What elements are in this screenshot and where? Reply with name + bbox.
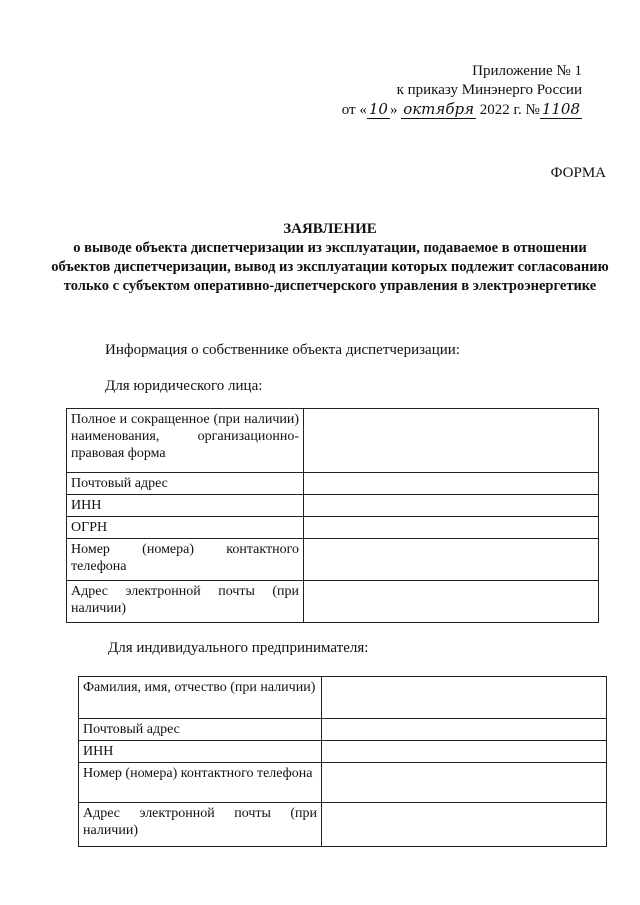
document-title	[50, 220, 610, 296]
table-row	[67, 473, 599, 495]
row-value-field[interactable]	[304, 517, 599, 539]
table-row	[79, 803, 607, 847]
appendix-number: Приложение № 1	[472, 63, 582, 79]
legal-entity-table	[66, 408, 599, 623]
order-reference: к приказу Минэнерго России	[396, 82, 582, 98]
individual-entrepreneur-table	[78, 676, 607, 847]
row-value-field[interactable]	[304, 473, 599, 495]
row-value-field[interactable]	[304, 581, 599, 623]
row-label: Номер (номера) контактного телефона	[79, 763, 322, 803]
table-row	[67, 495, 599, 517]
row-label: Почтовый адрес	[79, 719, 322, 741]
table-row	[79, 677, 607, 719]
row-value-field[interactable]	[304, 409, 599, 473]
row-label: Адрес электронной почты (при наличии)	[79, 803, 322, 847]
row-value-field[interactable]	[322, 763, 607, 803]
date-suffix: г. №	[513, 102, 540, 118]
date-mid: »	[389, 102, 398, 118]
row-value-field[interactable]	[322, 719, 607, 741]
row-value-field[interactable]	[304, 539, 599, 581]
order-date-line	[342, 100, 582, 120]
row-value-field[interactable]	[322, 803, 607, 847]
row-value-field[interactable]	[322, 741, 607, 763]
date-day: 10	[368, 100, 388, 118]
legal-entity-heading: Для юридического лица:	[105, 378, 263, 394]
table-row	[67, 517, 599, 539]
table-row	[67, 409, 599, 473]
order-number: 1108	[541, 100, 580, 118]
table-row	[79, 741, 607, 763]
date-year: 2022	[479, 102, 510, 118]
table-row	[79, 763, 607, 803]
row-label: Почтовый адрес	[67, 473, 304, 495]
row-value-field[interactable]	[322, 677, 607, 719]
row-value-field[interactable]	[304, 495, 599, 517]
table-row	[79, 719, 607, 741]
row-label: Адрес электронной почты (при наличии)	[67, 581, 304, 623]
date-month: октября	[403, 100, 475, 118]
row-label: Номер (номера) контактного телефона	[67, 539, 304, 581]
row-label: Полное и сокращенное (при наличии) наименования, организационно-правовая форма	[67, 409, 304, 473]
title-subtitle: о выводе объекта диспетчеризации из эксплуатации, подаваемое в отношении объектов диспетчеризации, вывод из эксплуатации которых подлежит согласованию только с субъектом оперативно-диспетчерского управления в электроэнергетике	[51, 240, 609, 294]
individual-entrepreneur-heading: Для индивидуального предпринимателя:	[108, 640, 369, 656]
row-label: Фамилия, имя, отчество (при наличии)	[79, 677, 322, 719]
date-prefix: от «	[341, 102, 367, 118]
appendix-header	[342, 62, 582, 120]
row-label: ИНН	[67, 495, 304, 517]
row-label: ОГРН	[67, 517, 304, 539]
table-row	[67, 539, 599, 581]
title-main: ЗАЯВЛЕНИЕ	[283, 221, 377, 237]
owner-info-heading: Информация о собственнике объекта диспетчеризации:	[105, 342, 460, 358]
form-label: ФОРМА	[550, 165, 606, 181]
row-label: ИНН	[79, 741, 322, 763]
table-row	[67, 581, 599, 623]
